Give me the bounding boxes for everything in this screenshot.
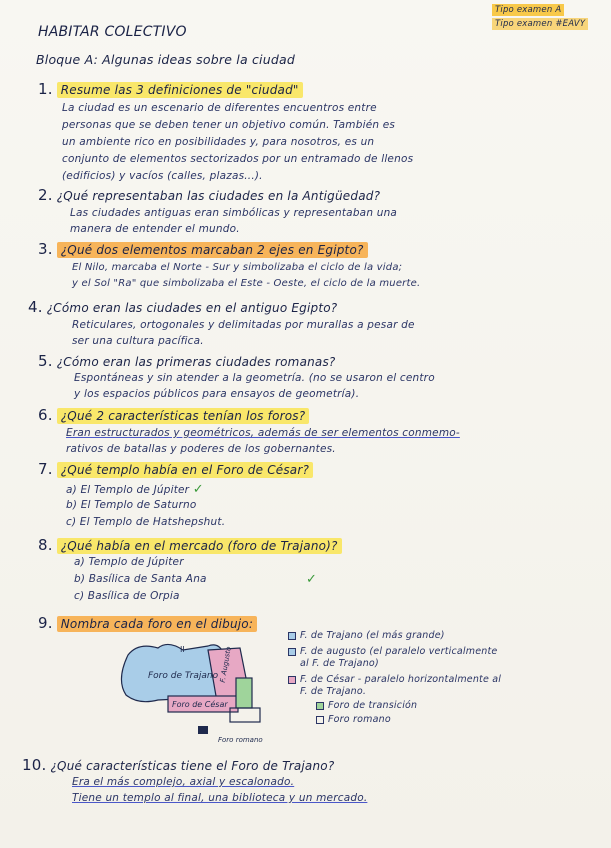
question-number: 5. — [38, 352, 53, 370]
question-number: 1. — [38, 80, 53, 98]
question-text: ¿Qué templo había en el Foro de César? — [57, 462, 313, 478]
question-number: 9. — [38, 614, 53, 632]
question-text: ¿Qué representaban las ciudades en la Antigüedad? — [56, 189, 381, 203]
exam-type-tag-b: Tipo examen #EAVY — [492, 18, 588, 30]
exam-type-tag-a: Tipo examen A — [492, 4, 564, 16]
answer-line: y los espacios públicos para ensayos de geometría). — [74, 388, 360, 400]
question-number: 3. — [38, 240, 53, 258]
question-10 — [22, 756, 334, 774]
page-title: HABITAR COLECTIVO — [38, 24, 187, 40]
answer-line: Espontáneas y sin atender a la geometría. (no se usaron el centro — [74, 372, 435, 384]
question-text: ¿Cómo eran las primeras ciudades romanas? — [56, 355, 336, 369]
forum-marker — [198, 726, 208, 734]
question-number: 2. — [38, 186, 53, 204]
question-text: ¿Cómo eran las ciudades en el antiguo Egipto? — [46, 301, 338, 315]
legend-item: Foro romano — [316, 714, 391, 725]
legend-item: F. de César - paralelo horizontalmente al — [288, 674, 501, 685]
question-text: ¿Qué 2 características tenían los foros? — [57, 408, 310, 424]
question-5 — [38, 352, 336, 370]
answer-line: Las ciudades antiguas eran simbólicas y representaban una — [70, 207, 398, 219]
question-text: ¿Qué había en el mercado (foro de Trajano)? — [57, 538, 342, 554]
answer-line: y el Sol "Ra" que simbolizaba el Este - Oeste, el ciclo de la muerte. — [72, 278, 421, 289]
checkmark-icon: ✓ — [306, 572, 317, 587]
question-6 — [38, 406, 309, 424]
question-3 — [38, 240, 368, 258]
drawing-label: Foro de Trajano — [148, 671, 219, 681]
checkmark-icon: ✓ — [192, 482, 204, 497]
answer-line: El Nilo, marcaba el Norte - Sur y simbolizaba el ciclo de la vida; — [72, 262, 403, 273]
legend-item: Foro de transición — [316, 700, 417, 711]
question-7 — [38, 460, 313, 478]
drawing-label: Foro de César — [172, 700, 228, 709]
option-a — [66, 482, 204, 497]
answer-line: Era el más complejo, axial y escalonado. — [72, 776, 295, 788]
answer-line: manera de entender el mundo. — [70, 223, 240, 235]
answer-line: Tiene un templo al final, una biblioteca y un mercado. — [72, 792, 368, 804]
option-a: a) Templo de Júpiter — [74, 556, 184, 568]
legend-swatch — [288, 632, 296, 640]
question-text: Resume las 3 definiciones de "ciudad" — [57, 82, 303, 98]
legend-item: F. de Trajano (el más grande) — [288, 630, 445, 641]
legend-swatch — [288, 676, 296, 684]
option-text: a) El Templo de Júpiter — [66, 484, 190, 496]
legend-swatch — [316, 716, 324, 724]
question-2 — [38, 186, 380, 204]
legend-item: al F. de Trajano) — [300, 658, 379, 669]
legend-swatch — [316, 702, 324, 710]
forum-transicion-shape — [236, 678, 252, 708]
option-b: b) Basílica de Santa Ana — [74, 573, 207, 585]
option-b: b) El Templo de Saturno — [66, 499, 197, 511]
answer-line: conjunto de elementos sectorizados por un entramado de llenos — [62, 153, 414, 165]
answer-line: La ciudad es un escenario de diferentes encuentros entre — [62, 102, 377, 114]
answer-line: (edificios) y vacíos (calles, plazas...). — [62, 170, 263, 182]
answer-line: Reticulares, ortogonales y delimitadas por murallas a pesar de — [72, 319, 415, 331]
question-4 — [28, 298, 337, 316]
legend-swatch — [288, 648, 296, 656]
drawing-label: F. Augusto — [218, 645, 233, 684]
question-number: 7. — [38, 460, 53, 478]
question-text: ¿Qué dos elementos marcaban 2 ejes en Egipto? — [57, 242, 368, 258]
option-c: c) El Templo de Hatshepshut. — [66, 516, 226, 528]
question-1 — [38, 80, 303, 98]
option-text: c) Basílica de Orpia — [74, 590, 180, 602]
drawing-label: Foro romano — [218, 736, 263, 744]
legend-item: F. de Trajano. — [300, 686, 367, 697]
question-number: 10. — [22, 756, 47, 774]
question-number: 8. — [38, 536, 53, 554]
answer-line: ser una cultura pacífica. — [72, 335, 204, 347]
answer-line: rativos de batallas y poderes de los gobernantes. — [66, 443, 336, 455]
question-text: Nombra cada foro en el dibujo: — [57, 616, 257, 632]
question-text: ¿Qué características tiene el Foro de Trajano? — [50, 759, 335, 773]
question-8 — [38, 536, 342, 554]
answer-line: Eran estructurados y geométricos, además de ser elementos conmemo- — [66, 427, 460, 439]
legend-item: F. de augusto (el paralelo verticalmente — [288, 646, 497, 657]
answer-line: un ambiente rico en posibilidades y, para nosotros, es un — [62, 136, 375, 148]
forum-drawing — [98, 630, 298, 748]
answer-line: personas que se deben tener un objetivo común. También es — [62, 119, 396, 131]
question-number: 4. — [28, 298, 43, 316]
question-number: 6. — [38, 406, 53, 424]
option-c — [74, 590, 180, 602]
drawing-label: II — [180, 645, 185, 654]
bloque-heading: Bloque A: Algunas ideas sobre la ciudad — [36, 52, 295, 67]
